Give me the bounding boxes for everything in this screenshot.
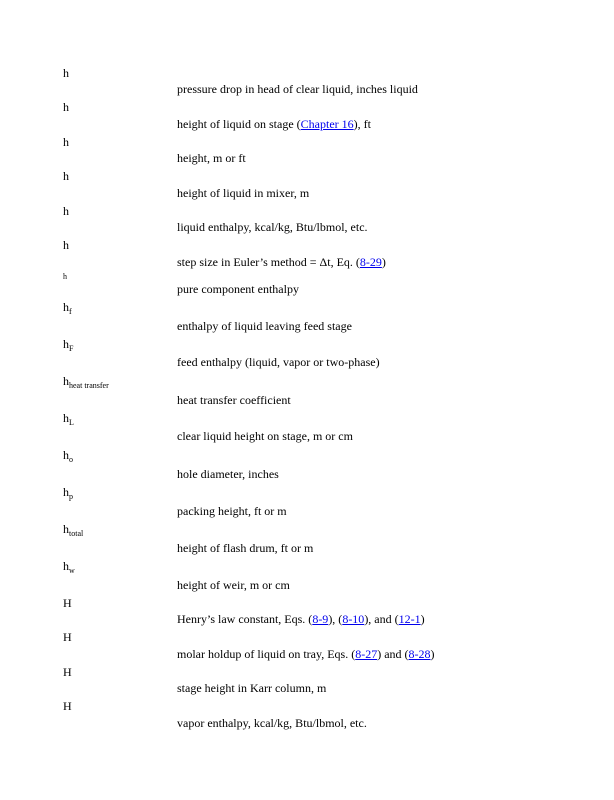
definition [177, 117, 371, 131]
definition-text: ), ft [353, 117, 371, 131]
definition: height of flash drum, ft or m [177, 541, 314, 555]
definition: enthalpy of liquid leaving feed stage [177, 319, 352, 333]
symbol: H [63, 630, 72, 644]
link-eq-8-27[interactable]: 8-27 [355, 647, 378, 661]
symbol [63, 485, 73, 499]
symbol [63, 522, 83, 536]
definition-text: ) and ( [377, 647, 409, 661]
symbol-base: h [63, 522, 69, 536]
definition: hole diameter, inches [177, 467, 279, 481]
symbol-subscript: heat transfer [69, 381, 109, 390]
definition: clear liquid height on stage, m or cm [177, 429, 353, 443]
symbol-base: h [63, 374, 69, 388]
symbol-base: h [63, 448, 69, 462]
symbol: H [63, 596, 72, 610]
symbol: h [63, 100, 69, 114]
link-eq-8-10[interactable]: 8-10 [342, 612, 365, 626]
symbol: H [63, 665, 72, 679]
symbol-subscript: total [69, 529, 84, 538]
link-eq-12-1[interactable]: 12-1 [398, 612, 421, 626]
symbol [63, 559, 75, 573]
definition-text: height of liquid on stage ( [177, 117, 301, 131]
definition-text: ), and ( [364, 612, 399, 626]
definition: pure component enthalpy [177, 282, 299, 296]
link-eq-8-29[interactable]: 8-29 [359, 255, 382, 269]
definition-text: ) [381, 255, 386, 269]
symbol: h [63, 66, 69, 80]
link-eq-8-9[interactable]: 8-9 [312, 612, 329, 626]
definition: stage height in Karr column, m [177, 681, 327, 695]
symbol: h [63, 238, 69, 252]
symbol: H [63, 699, 72, 713]
symbol [63, 300, 72, 314]
definition-text: ), ( [328, 612, 343, 626]
symbol [63, 411, 74, 425]
definition-text: molar holdup of liquid on tray, Eqs. ( [177, 647, 356, 661]
link-eq-8-28[interactable]: 8-28 [408, 647, 431, 661]
definition: height of weir, m or cm [177, 578, 290, 592]
symbol-base: h [63, 411, 69, 425]
symbol-base: h [63, 300, 69, 314]
symbol [63, 374, 109, 388]
definition: feed enthalpy (liquid, vapor or two-phase) [177, 355, 380, 369]
definition-text: step size in Euler’s method = Δt, Eq. ( [177, 255, 360, 269]
definition: height of liquid in mixer, m [177, 186, 310, 200]
symbol [63, 337, 73, 351]
symbol-subscript: L [69, 418, 74, 427]
symbol-subscript: p [69, 492, 73, 501]
definition [177, 647, 435, 661]
symbol-subscript: o [69, 455, 73, 464]
definition: heat transfer coefficient [177, 393, 291, 407]
definition-text: ) [420, 612, 425, 626]
definition: height, m or ft [177, 151, 246, 165]
symbol [63, 448, 73, 462]
symbol-subscript: w [69, 566, 75, 575]
definition: packing height, ft or m [177, 504, 287, 518]
symbol: h [63, 272, 67, 281]
symbol-base: h [63, 485, 69, 499]
symbol-subscript: f [69, 307, 72, 316]
definition-text: ) [430, 647, 435, 661]
definition: pressure drop in head of clear liquid, inches liquid [177, 82, 418, 96]
symbol: h [63, 135, 69, 149]
definition: liquid enthalpy, kcal/kg, Btu/lbmol, etc. [177, 220, 368, 234]
symbol-base: h [63, 337, 69, 351]
symbol-base: h [63, 559, 69, 573]
symbol: h [63, 169, 69, 183]
symbol: h [63, 204, 69, 218]
definition [177, 612, 425, 626]
link-chapter-16[interactable]: Chapter 16 [300, 117, 354, 131]
definition-text: Henry’s law constant, Eqs. ( [177, 612, 313, 626]
definition [177, 255, 386, 269]
symbol-subscript: F [69, 344, 74, 353]
definition: vapor enthalpy, kcal/kg, Btu/lbmol, etc. [177, 716, 367, 730]
